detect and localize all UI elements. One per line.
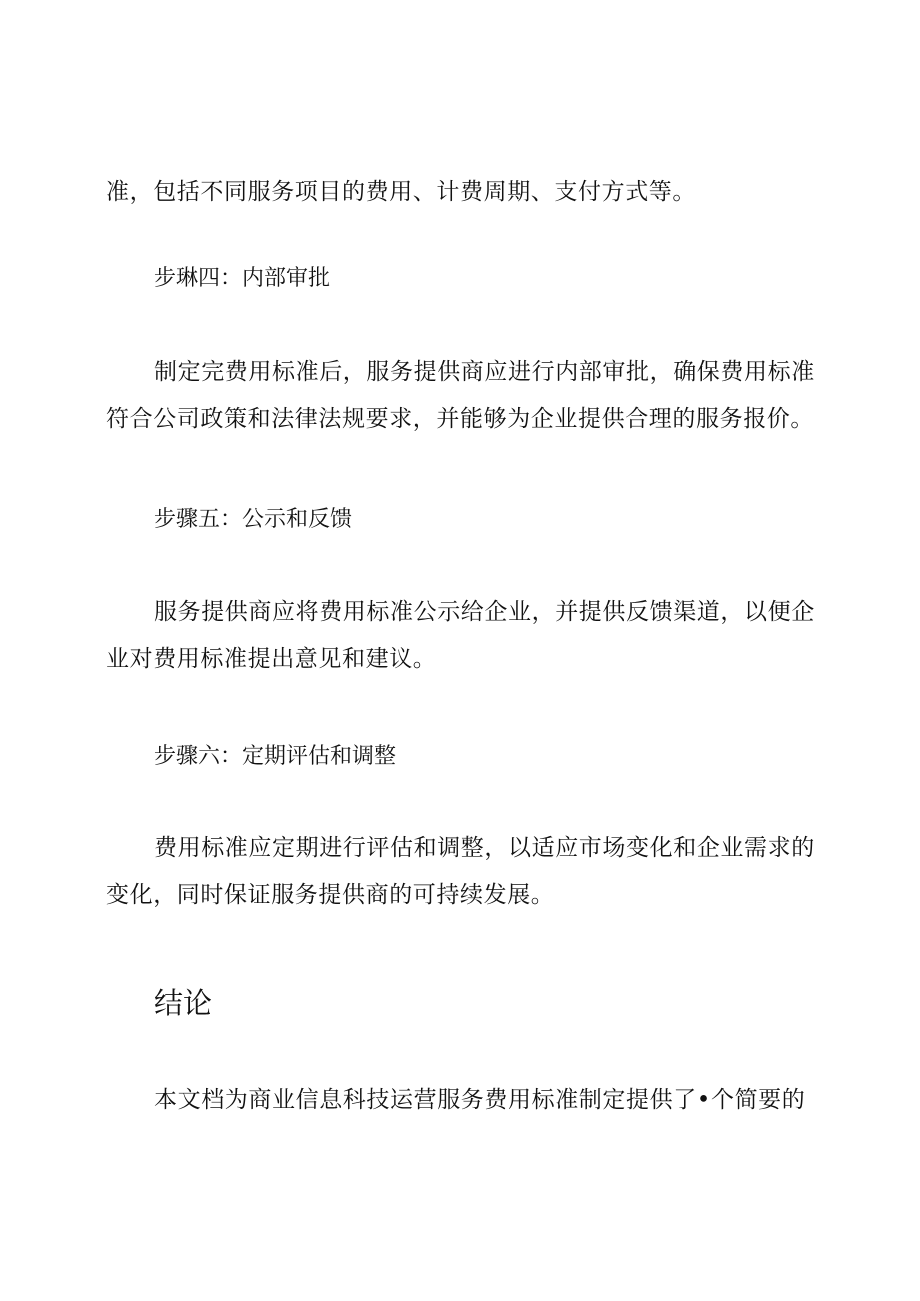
step5-paragraph-line-2: 业对费用标准提出意见和建议。 — [106, 646, 437, 672]
conclusion-title: 结论 — [154, 986, 213, 1020]
paragraph-line: 准，包括不同服务项目的费用、计费周期、支付方式等。 — [106, 179, 696, 205]
step5-paragraph-line-1: 服务提供商应将费用标准公示给企业，并提供反馈渠道，以便企 — [154, 599, 815, 625]
step4-paragraph-line-2: 符合公司政策和法律法规要求，并能够为企业提供合理的服务报价。 — [106, 406, 814, 432]
conclusion-paragraph-line-1: 本文档为商业信息科技运营服务费用标准制定提供了•个简要的 — [154, 1087, 806, 1113]
step6-paragraph-line-1: 费用标准应定期进行评估和调整，以适应市场变化和企业需求的 — [154, 835, 815, 861]
step6-paragraph-line-2: 变化，同时保证服务提供商的可持续发展。 — [106, 882, 555, 908]
step5-heading: 步骤五：公示和反馈 — [154, 507, 353, 532]
step6-heading: 步骤六：定期评估和调整 — [154, 744, 397, 769]
step4-paragraph-line-1: 制定完费用标准后，服务提供商应进行内部审批，确保费用标准 — [154, 359, 815, 385]
step4-heading: 步琳四：内部审批 — [154, 266, 331, 291]
